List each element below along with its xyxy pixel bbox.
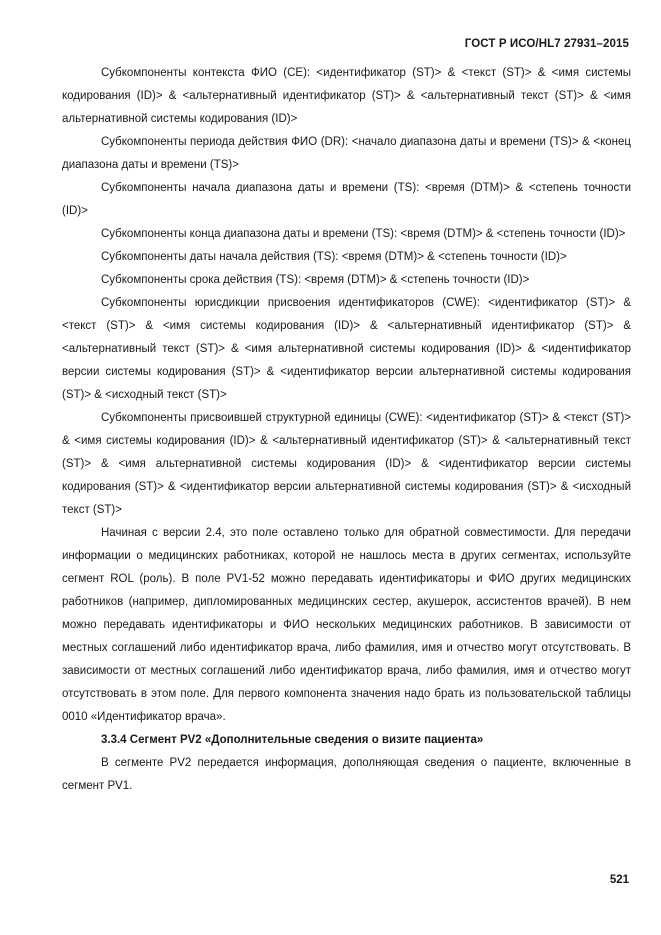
- body-text: [62, 62, 631, 798]
- paragraph-dr-subcomponents: Субкомпоненты периода действия ФИО (DR): <начало диапазона даты и времени (TS)> & <конец диапазона даты и времени (TS)>: [62, 136, 631, 171]
- section-heading: 3.3.4 Сегмент PV2 «Дополнительные сведения о визите пациента»: [101, 734, 484, 746]
- paragraph-effective-date-subcomponents: Субкомпоненты даты начала действия (TS): <время (DTM)> & <степень точности (ID)>: [101, 251, 567, 263]
- paragraph-range-end-subcomponents: Субкомпоненты конца диапазона даты и времени (TS): <время (DTM)> & <степень точности (ID)>: [101, 228, 626, 240]
- standard-header: ГОСТ Р ИСО/HL7 27931–2015: [464, 38, 629, 50]
- paragraph-expiration-subcomponents: Субкомпоненты срока действия (TS): <время (DTM)> & <степень точности (ID)>: [101, 274, 530, 286]
- paragraph-range-start-subcomponents: Субкомпоненты начала диапазона даты и времени (TS): <время (DTM)> & <степень точности (ID)>: [62, 182, 631, 217]
- page-number: 521: [609, 874, 629, 886]
- paragraph-compatibility-note: Начиная с версии 2.4, это поле оставлено только для обратной совместимости. Для передачи информации о медицинских работниках, которой не нашлось места в других сегментах, используйте сегмент ROL (роль). В поле PV1-52 можно передавать идентификаторы и ФИО других медицинских работников (например, дипломированных медицинских сестер, акушерок, ассистентов врачей). В нем можно передавать идентификаторы и ФИО нескольких медицинских работников. В зависимости от местных соглашений либо идентификатор врача, либо фамилия, имя и отчество могут отсутствовать. В зависимости от местных соглашений либо идентификатор врача, либо фамилия, имя и отчество могут отсутствовать в этом поле. Для первого компонента значения надо брать из пользовательской таблицы 0010 «Идентификатор врача».: [62, 527, 631, 723]
- section-intro: В сегменте PV2 передается информация, дополняющая сведения о пациенте, включенные в сегмент PV1.: [62, 757, 631, 792]
- paragraph-unit-subcomponents: Субкомпоненты присвоившей структурной единицы (CWE): <идентификатор (ST)> & <текст (ST)> & <имя системы кодирования (ID)> & <альтернативный идентификатор (ST)> & <альтернативный текст (ST)> & <имя альтернативной системы кодирования (ID)> & <идентификатор версии системы кодирования (ST)> & <идентификатор версии альтернативной системы кодирования (ST)> & <исходный текст (ST)>: [62, 412, 631, 516]
- paragraph-ce-subcomponents: Субкомпоненты контекста ФИО (CE): <идентификатор (ST)> & <текст (ST)> & <имя системы кодирования (ID)> & <альтернативный идентификатор (ST)> & <альтернативный текст (ST)> & <имя альтернативной системы кодирования (ID)>: [62, 67, 631, 125]
- paragraph-jurisdiction-subcomponents: Субкомпоненты юрисдикции присвоения идентификаторов (CWE): <идентификатор (ST)> & <текст (ST)> & <имя системы кодирования (ID)> & <альтернативный идентификатор (ST)> & <альтернативный текст (ST)> & <имя альтернативной системы кодирования (ID)> & <идентификатор версии системы кодирования (ST)> & <идентификатор версии альтернативной системы кодирования (ST)> & <исходный текст (ST)>: [62, 297, 631, 401]
